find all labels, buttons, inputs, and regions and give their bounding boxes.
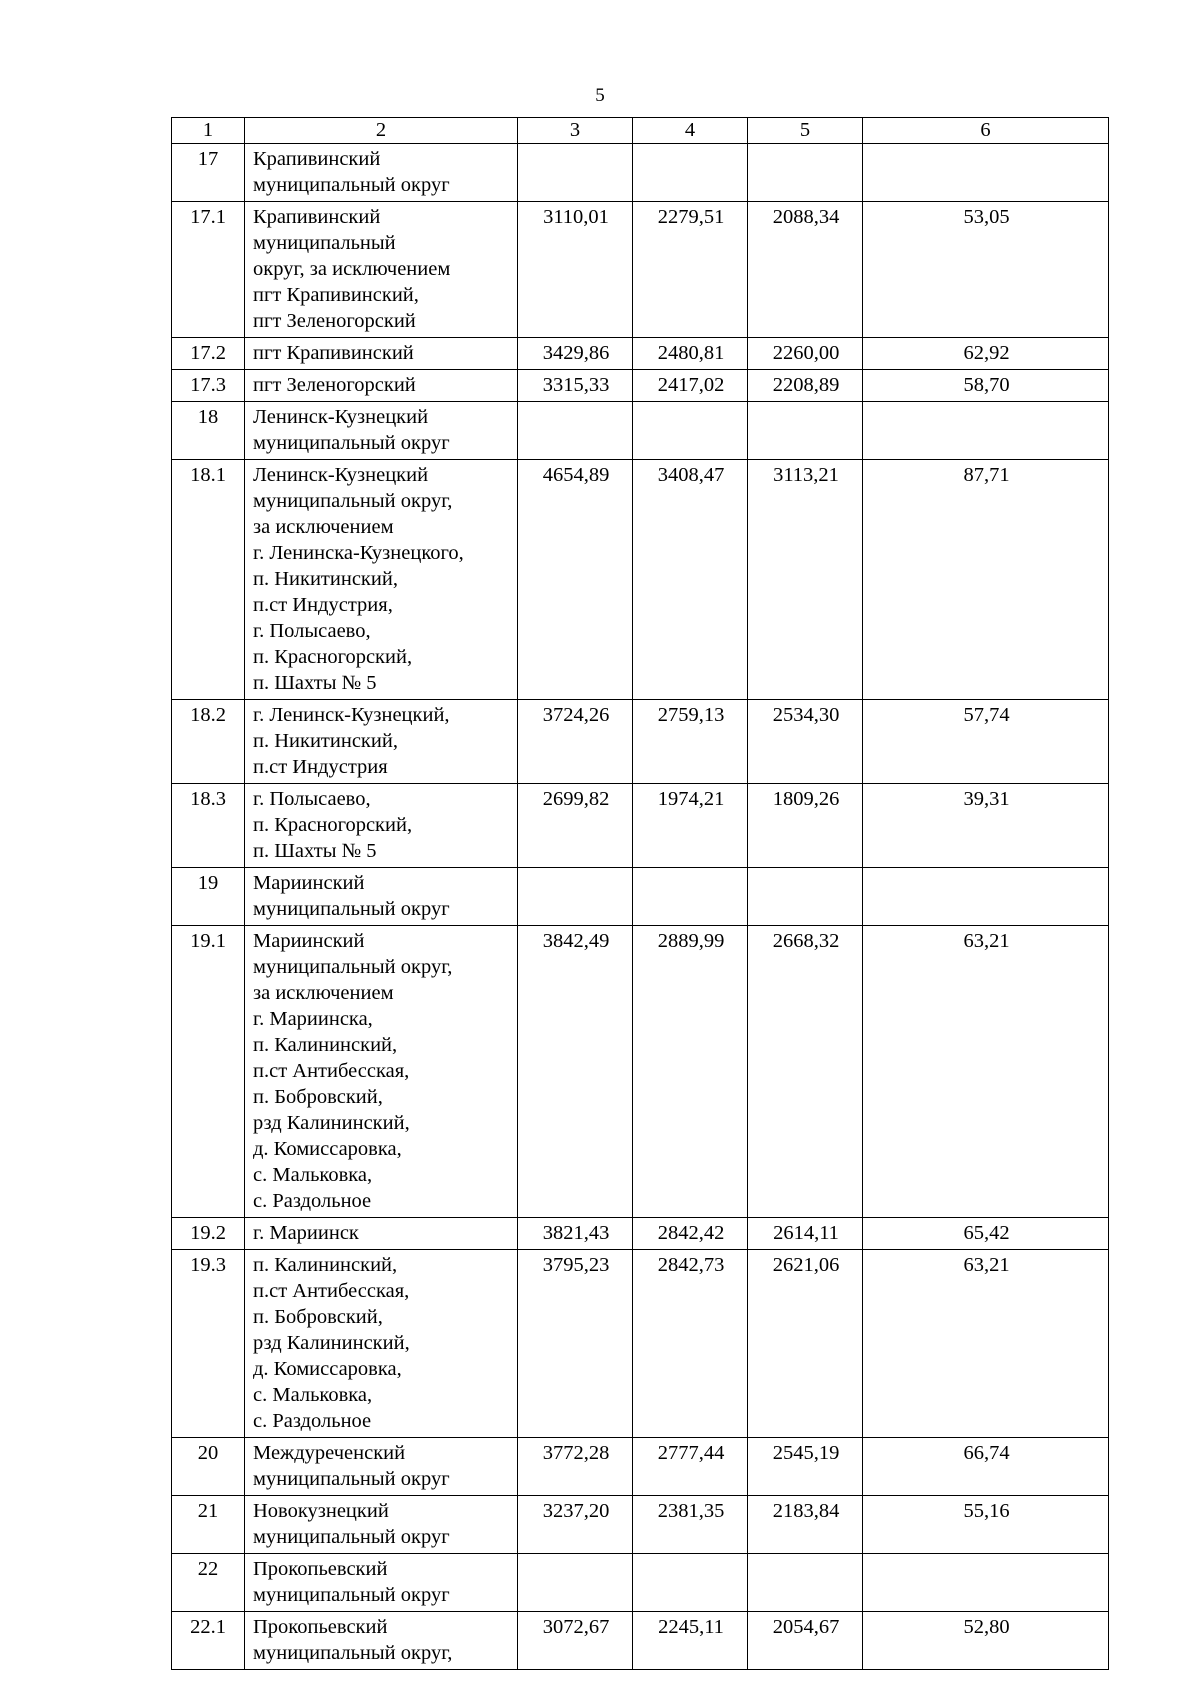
value-cell-col3: 3237,20 bbox=[518, 1496, 633, 1554]
value-cell-col3: 2699,82 bbox=[518, 784, 633, 868]
table-header-row bbox=[172, 118, 1109, 144]
value-cell-col3 bbox=[518, 1554, 633, 1612]
value-cell-col3 bbox=[518, 402, 633, 460]
row-number-cell: 18 bbox=[172, 402, 245, 460]
value-cell-col4: 1974,21 bbox=[633, 784, 748, 868]
value-cell-col3: 3842,49 bbox=[518, 926, 633, 1218]
value-cell-col3: 3795,23 bbox=[518, 1250, 633, 1438]
row-number-cell: 21 bbox=[172, 1496, 245, 1554]
value-cell-col5: 2621,06 bbox=[748, 1250, 863, 1438]
value-cell-col5: 2208,89 bbox=[748, 370, 863, 402]
table-row bbox=[172, 460, 1109, 700]
value-cell-col6: 53,05 bbox=[863, 202, 1109, 338]
table-row bbox=[172, 1250, 1109, 1438]
value-cell-col3: 3315,33 bbox=[518, 370, 633, 402]
row-number-cell: 18.3 bbox=[172, 784, 245, 868]
value-cell-col4 bbox=[633, 144, 748, 202]
column-header: 4 bbox=[633, 118, 748, 144]
page-number: 5 bbox=[595, 85, 605, 106]
territory-name-cell: Прокопьевский муниципальный округ, bbox=[245, 1612, 518, 1670]
territory-name-cell: п. Калининский, п.ст Антибесская, п. Бобровский, рзд Калининский, д. Комиссаровка, с. Мальковка, с. Раздольное bbox=[245, 1250, 518, 1438]
value-cell-col4: 2245,11 bbox=[633, 1612, 748, 1670]
value-cell-col6: 39,31 bbox=[863, 784, 1109, 868]
territory-name-cell: Крапивинский муниципальный округ, за исключением пгт Крапивинский, пгт Зеленогорский bbox=[245, 202, 518, 338]
value-cell-col5: 2545,19 bbox=[748, 1438, 863, 1496]
table-row bbox=[172, 338, 1109, 370]
value-cell-col4 bbox=[633, 1554, 748, 1612]
column-header: 3 bbox=[518, 118, 633, 144]
value-cell-col3: 3110,01 bbox=[518, 202, 633, 338]
value-cell-col5: 2668,32 bbox=[748, 926, 863, 1218]
territory-name-cell: г. Ленинск-Кузнецкий, п. Никитинский, п.ст Индустрия bbox=[245, 700, 518, 784]
row-number-cell: 19 bbox=[172, 868, 245, 926]
value-cell-col6 bbox=[863, 868, 1109, 926]
column-header: 1 bbox=[172, 118, 245, 144]
table-row bbox=[172, 700, 1109, 784]
territory-name-cell: Ленинск-Кузнецкий муниципальный округ bbox=[245, 402, 518, 460]
row-number-cell: 17 bbox=[172, 144, 245, 202]
row-number-cell: 19.1 bbox=[172, 926, 245, 1218]
value-cell-col6: 52,80 bbox=[863, 1612, 1109, 1670]
value-cell-col6: 55,16 bbox=[863, 1496, 1109, 1554]
value-cell-col5 bbox=[748, 868, 863, 926]
territory-name-cell: Крапивинский муниципальный округ bbox=[245, 144, 518, 202]
row-number-cell: 19.2 bbox=[172, 1218, 245, 1250]
value-cell-col6: 87,71 bbox=[863, 460, 1109, 700]
row-number-cell: 17.3 bbox=[172, 370, 245, 402]
territory-name-cell: Мариинский муниципальный округ, за исключением г. Мариинска, п. Калининский, п.ст Антибесская, п. Бобровский, рзд Калининский, д. Комиссаровка, с. Мальковка, с. Раздольное bbox=[245, 926, 518, 1218]
territory-name-cell: пгт Крапивинский bbox=[245, 338, 518, 370]
row-number-cell: 17.2 bbox=[172, 338, 245, 370]
territory-name-cell: г. Полысаево, п. Красногорский, п. Шахты № 5 bbox=[245, 784, 518, 868]
value-cell-col6: 65,42 bbox=[863, 1218, 1109, 1250]
value-cell-col6: 58,70 bbox=[863, 370, 1109, 402]
value-cell-col5 bbox=[748, 144, 863, 202]
territory-name-cell: Ленинск-Кузнецкий муниципальный округ, за исключением г. Ленинска-Кузнецкого, п. Никитинский, п.ст Индустрия, г. Полысаево, п. Красногорский, п. Шахты № 5 bbox=[245, 460, 518, 700]
tariff-table bbox=[171, 117, 1109, 1670]
value-cell-col3: 3072,67 bbox=[518, 1612, 633, 1670]
value-cell-col4 bbox=[633, 868, 748, 926]
territory-name-cell: Междуреченский муниципальный округ bbox=[245, 1438, 518, 1496]
territory-name-cell: пгт Зеленогорский bbox=[245, 370, 518, 402]
value-cell-col3: 3772,28 bbox=[518, 1438, 633, 1496]
table-body bbox=[172, 144, 1109, 1670]
value-cell-col5: 2614,11 bbox=[748, 1218, 863, 1250]
value-cell-col3: 3724,26 bbox=[518, 700, 633, 784]
value-cell-col5 bbox=[748, 402, 863, 460]
value-cell-col4: 2381,35 bbox=[633, 1496, 748, 1554]
value-cell-col3: 3821,43 bbox=[518, 1218, 633, 1250]
value-cell-col6: 62,92 bbox=[863, 338, 1109, 370]
value-cell-col6: 63,21 bbox=[863, 1250, 1109, 1438]
value-cell-col3: 4654,89 bbox=[518, 460, 633, 700]
territory-name-cell: г. Мариинск bbox=[245, 1218, 518, 1250]
row-number-cell: 18.2 bbox=[172, 700, 245, 784]
value-cell-col5: 2260,00 bbox=[748, 338, 863, 370]
value-cell-col6 bbox=[863, 144, 1109, 202]
value-cell-col3 bbox=[518, 144, 633, 202]
value-cell-col4: 2759,13 bbox=[633, 700, 748, 784]
table-row bbox=[172, 926, 1109, 1218]
table-row bbox=[172, 1438, 1109, 1496]
value-cell-col4: 2842,73 bbox=[633, 1250, 748, 1438]
table-row bbox=[172, 868, 1109, 926]
table-row bbox=[172, 1218, 1109, 1250]
column-header: 5 bbox=[748, 118, 863, 144]
row-number-cell: 22 bbox=[172, 1554, 245, 1612]
row-number-cell: 17.1 bbox=[172, 202, 245, 338]
table-row bbox=[172, 784, 1109, 868]
territory-name-cell: Прокопьевский муниципальный округ bbox=[245, 1554, 518, 1612]
table-row bbox=[172, 370, 1109, 402]
value-cell-col4: 2480,81 bbox=[633, 338, 748, 370]
territory-name-cell: Новокузнецкий муниципальный округ bbox=[245, 1496, 518, 1554]
value-cell-col6: 57,74 bbox=[863, 700, 1109, 784]
value-cell-col5 bbox=[748, 1554, 863, 1612]
value-cell-col5: 2054,67 bbox=[748, 1612, 863, 1670]
territory-name-cell: Мариинский муниципальный округ bbox=[245, 868, 518, 926]
table-row bbox=[172, 202, 1109, 338]
table-row bbox=[172, 1496, 1109, 1554]
value-cell-col4 bbox=[633, 402, 748, 460]
table-row bbox=[172, 1554, 1109, 1612]
value-cell-col4: 3408,47 bbox=[633, 460, 748, 700]
value-cell-col3: 3429,86 bbox=[518, 338, 633, 370]
value-cell-col4: 2279,51 bbox=[633, 202, 748, 338]
value-cell-col5: 3113,21 bbox=[748, 460, 863, 700]
value-cell-col6 bbox=[863, 402, 1109, 460]
value-cell-col4: 2842,42 bbox=[633, 1218, 748, 1250]
value-cell-col4: 2777,44 bbox=[633, 1438, 748, 1496]
table-row bbox=[172, 1612, 1109, 1670]
value-cell-col3 bbox=[518, 868, 633, 926]
row-number-cell: 19.3 bbox=[172, 1250, 245, 1438]
table-row bbox=[172, 402, 1109, 460]
value-cell-col5: 2183,84 bbox=[748, 1496, 863, 1554]
value-cell-col5: 1809,26 bbox=[748, 784, 863, 868]
column-header: 6 bbox=[863, 118, 1109, 144]
row-number-cell: 22.1 bbox=[172, 1612, 245, 1670]
value-cell-col4: 2889,99 bbox=[633, 926, 748, 1218]
value-cell-col4: 2417,02 bbox=[633, 370, 748, 402]
column-header: 2 bbox=[245, 118, 518, 144]
value-cell-col6: 66,74 bbox=[863, 1438, 1109, 1496]
value-cell-col5: 2088,34 bbox=[748, 202, 863, 338]
value-cell-col5: 2534,30 bbox=[748, 700, 863, 784]
value-cell-col6 bbox=[863, 1554, 1109, 1612]
row-number-cell: 20 bbox=[172, 1438, 245, 1496]
row-number-cell: 18.1 bbox=[172, 460, 245, 700]
value-cell-col6: 63,21 bbox=[863, 926, 1109, 1218]
table-row bbox=[172, 144, 1109, 202]
